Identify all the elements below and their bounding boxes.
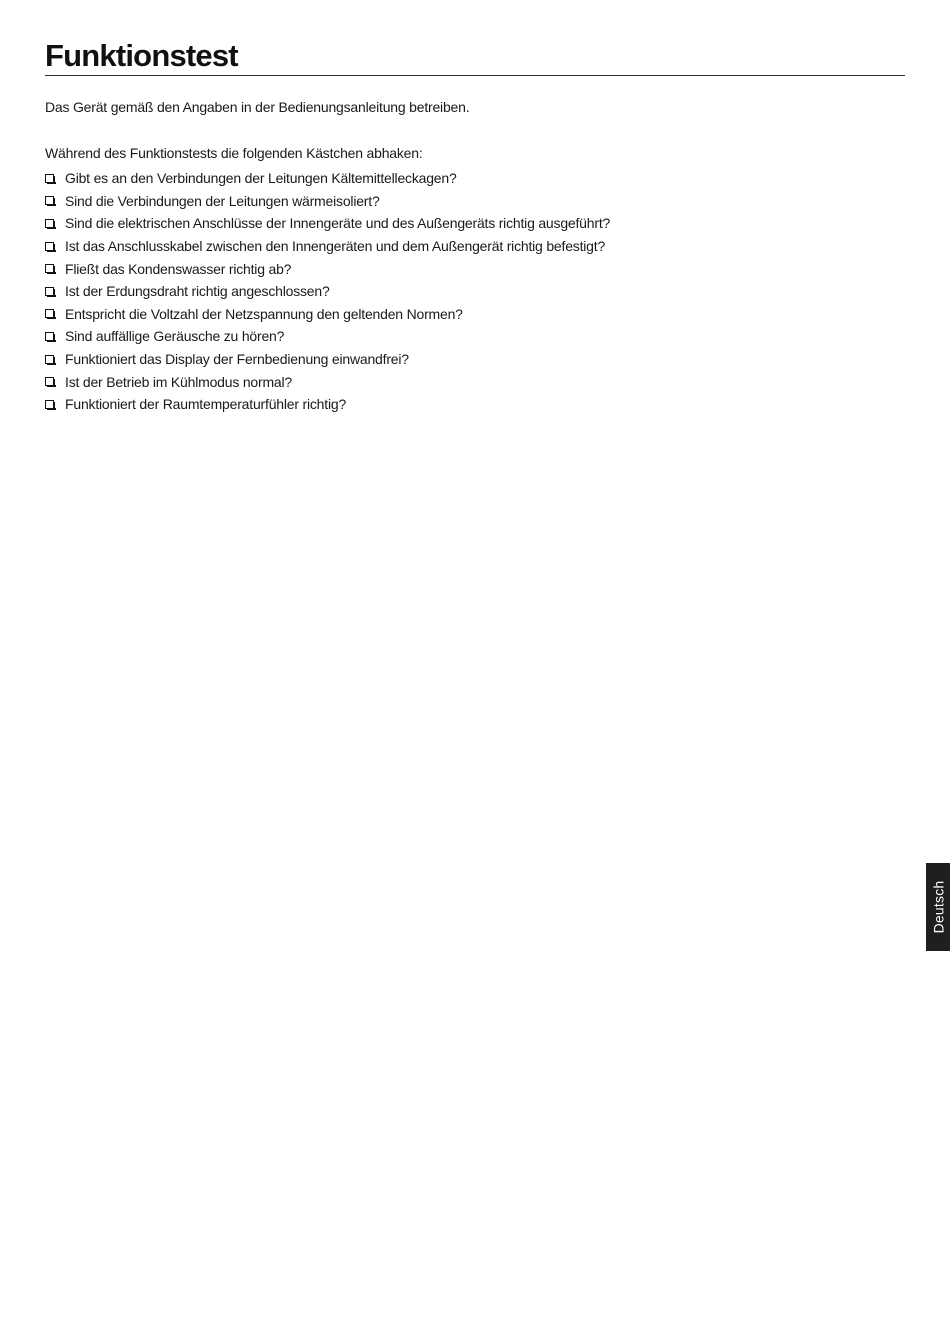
checklist-item[interactable] <box>45 280 610 303</box>
checkbox-icon[interactable] <box>45 264 54 273</box>
checklist-item-label: Funktioniert der Raumtemperaturfühler richtig? <box>65 396 347 413</box>
checklist-item-label: Ist der Erdungsdraht richtig angeschlossen? <box>65 283 330 300</box>
checkbox-icon[interactable] <box>45 287 54 296</box>
page-title: Funktionstest <box>45 38 238 73</box>
checkbox-icon[interactable] <box>45 400 54 409</box>
checklist-item-label: Funktioniert das Display der Fernbedienung einwandfrei? <box>65 351 409 368</box>
checklist-item[interactable] <box>45 235 610 258</box>
checklist-item[interactable] <box>45 325 610 348</box>
checklist-item-label: Ist der Betrieb im Kühlmodus normal? <box>65 373 293 390</box>
checklist <box>45 167 610 416</box>
checklist-item[interactable] <box>45 303 610 326</box>
checklist-item[interactable] <box>45 348 610 371</box>
intro-text: Das Gerät gemäß den Angaben in der Bedienungsanleitung betreiben. <box>45 99 470 115</box>
checklist-item[interactable] <box>45 370 610 393</box>
checkbox-icon[interactable] <box>45 242 54 251</box>
checklist-item-label: Sind auffällige Geräusche zu hören? <box>65 328 285 345</box>
checklist-item-label: Entspricht die Voltzahl der Netzspannung den geltenden Normen? <box>65 305 463 322</box>
checklist-item[interactable] <box>45 257 610 280</box>
checkbox-icon[interactable] <box>45 355 54 364</box>
checklist-item[interactable] <box>45 212 610 235</box>
checklist-item[interactable] <box>45 167 610 190</box>
title-divider <box>45 75 905 76</box>
checklist-item-label: Sind die Verbindungen der Leitungen wärmeisoliert? <box>65 192 380 209</box>
checkbox-icon[interactable] <box>45 332 54 341</box>
checkbox-icon[interactable] <box>45 377 54 386</box>
language-tab-label: Deutsch <box>930 880 947 934</box>
checklist-item[interactable] <box>45 190 610 213</box>
checklist-item-label: Fließt das Kondenswasser richtig ab? <box>65 260 292 277</box>
checklist-item-label: Gibt es an den Verbindungen der Leitungen Kältemittelleckagen? <box>65 170 457 187</box>
checklist-item-label: Ist das Anschlusskabel zwischen den Innengeräten und dem Außengerät richtig befestigt? <box>65 238 606 255</box>
language-tab <box>926 863 950 951</box>
checkbox-icon[interactable] <box>45 174 54 183</box>
checklist-item[interactable] <box>45 393 610 416</box>
checkbox-icon[interactable] <box>45 196 54 205</box>
checkbox-icon[interactable] <box>45 219 54 228</box>
checklist-heading: Während des Funktionstests die folgenden Kästchen abhaken: <box>45 145 423 161</box>
checklist-item-label: Sind die elektrischen Anschlüsse der Innengeräte und des Außengeräts richtig ausgeführt? <box>65 215 611 232</box>
checkbox-icon[interactable] <box>45 309 54 318</box>
